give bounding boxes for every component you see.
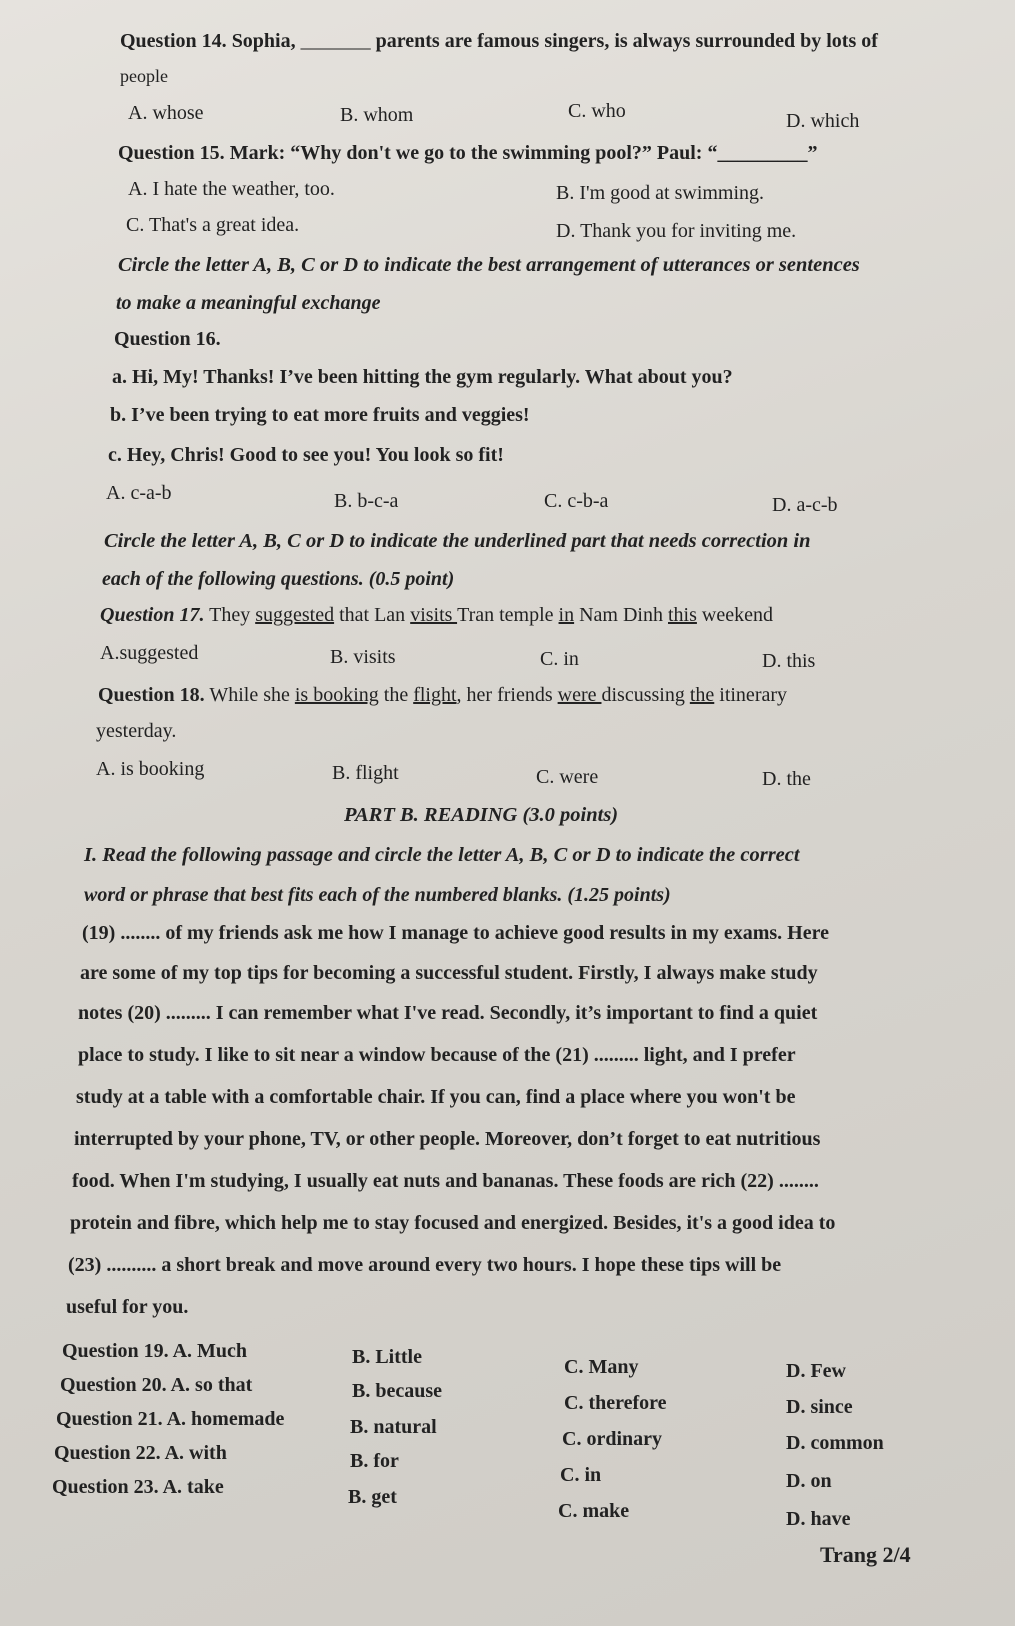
- question-14-line2: people: [120, 66, 168, 86]
- instruction-reading-line2: word or phrase that best fits each of the numbered blanks. (1.25 points): [84, 884, 671, 906]
- q22-option-a[interactable]: A. with: [164, 1442, 227, 1464]
- instruction-error-line2: each of the following questions. (0.5 point): [102, 568, 455, 590]
- question-14: Question 14. Sophia, _______ parents are famous singers, is always surrounded by lots of: [120, 30, 878, 52]
- passage-line: useful for you.: [66, 1296, 189, 1318]
- q17-option-a[interactable]: A.suggested: [100, 642, 199, 664]
- q22-option-d[interactable]: D. on: [786, 1470, 832, 1492]
- q18-option-b[interactable]: B. flight: [332, 762, 399, 784]
- question-14-label: Question 14.: [120, 30, 227, 52]
- q16-sentence-b: b. I’ve been trying to eat more fruits and veggies!: [110, 404, 530, 426]
- q18-option-a[interactable]: A. is booking: [96, 758, 205, 780]
- q19-option-a[interactable]: A. Much: [172, 1340, 248, 1362]
- q19-option-c[interactable]: C. Many: [564, 1356, 639, 1378]
- q16-option-a[interactable]: A. c-a-b: [106, 482, 172, 504]
- q18-option-c[interactable]: C. were: [536, 766, 599, 788]
- q14-option-a[interactable]: A. whose: [128, 102, 204, 124]
- passage-line: (23) .......... a short break and move around every two hours. I hope these tips will be: [68, 1254, 782, 1276]
- q15-option-b[interactable]: B. I'm good at swimming.: [556, 182, 765, 204]
- q20-option-b[interactable]: B. because: [352, 1380, 442, 1402]
- question-17: Question 17. They suggested that Lan visits Tran temple in Nam Dinh this weekend: [100, 604, 773, 626]
- q15-option-a[interactable]: A. I hate the weather, too.: [128, 178, 335, 200]
- q21-option-d[interactable]: D. common: [786, 1432, 884, 1454]
- q20-option-d[interactable]: D. since: [786, 1396, 853, 1418]
- q20-option-a[interactable]: A. so that: [170, 1374, 253, 1396]
- passage-line: place to study. I like to sit near a window because of the (21) ......... light, and I prefer: [78, 1044, 796, 1066]
- q21-option-a[interactable]: A. homemade: [166, 1408, 285, 1430]
- part-b-heading: PART B. READING (3.0 points): [344, 804, 619, 826]
- passage-line: protein and fibre, which help me to stay focused and energized. Besides, it's a good idea to: [70, 1212, 836, 1234]
- q16-sentence-a: a. Hi, My! Thanks! I’ve been hitting the gym regularly. What about you?: [112, 366, 733, 388]
- question-21-label: Question 21. A. homemade: [56, 1408, 285, 1430]
- page-number: Trang 2/4: [820, 1542, 911, 1567]
- passage-line: interrupted by your phone, TV, or other people. Moreover, don’t forget to eat nutritious: [74, 1128, 821, 1150]
- question-18: Question 18. While she is booking the flight, her friends were discussing the itinerary: [98, 684, 788, 706]
- passage-line: are some of my top tips for becoming a successful student. Firstly, I always make study: [80, 962, 818, 984]
- q16-option-b[interactable]: B. b-c-a: [334, 490, 399, 512]
- passage-line: notes (20) ......... I can remember what I've read. Secondly, it’s important to find a quiet: [78, 1002, 818, 1024]
- question-22-label: Question 22. A. with: [54, 1442, 227, 1464]
- instruction-arrangement-line2: to make a meaningful exchange: [116, 292, 381, 314]
- passage-line: (19) ........ of my friends ask me how I manage to achieve good results in my exams. Here: [82, 922, 829, 944]
- passage-line: study at a table with a comfortable chair. If you can, find a place where you won't be: [76, 1086, 796, 1108]
- question-18-line2: yesterday.: [96, 720, 177, 742]
- q20-option-c[interactable]: C. therefore: [564, 1392, 667, 1414]
- q23-option-c[interactable]: C. make: [558, 1500, 630, 1522]
- q14-option-d[interactable]: D. which: [786, 110, 860, 132]
- q21-option-c[interactable]: C. ordinary: [562, 1428, 662, 1450]
- q16-option-d[interactable]: D. a-c-b: [772, 494, 838, 516]
- q22-option-b[interactable]: B. for: [350, 1450, 399, 1472]
- q17-option-b[interactable]: B. visits: [330, 646, 396, 668]
- question-20-label: Question 20. A. so that: [60, 1374, 253, 1396]
- instruction-arrangement-line1: Circle the letter A, B, C or D to indicate the best arrangement of utterances or sentences: [118, 254, 860, 276]
- question-15: Question 15. Mark: “Why don't we go to the swimming pool?” Paul: “_________”: [118, 142, 818, 164]
- question-18-label: Question 18.: [98, 684, 205, 706]
- q16-sentence-c: c. Hey, Chris! Good to see you! You look so fit!: [108, 444, 504, 466]
- q17-option-c[interactable]: C. in: [540, 648, 579, 670]
- instruction-reading-line1: I. Read the following passage and circle the letter A, B, C or D to indicate the correct: [84, 844, 800, 866]
- q14-option-b[interactable]: B. whom: [340, 104, 414, 126]
- instruction-error-line1: Circle the letter A, B, C or D to indicate the underlined part that needs correction in: [104, 530, 811, 552]
- q15-option-d[interactable]: D. Thank you for inviting me.: [556, 220, 797, 242]
- q15-option-c[interactable]: C. That's a great idea.: [126, 214, 300, 236]
- q22-option-c[interactable]: C. in: [560, 1464, 602, 1486]
- q23-option-b[interactable]: B. get: [348, 1486, 397, 1508]
- q18-option-d[interactable]: D. the: [762, 768, 811, 790]
- q23-option-a[interactable]: A. take: [162, 1476, 224, 1498]
- q14-option-c[interactable]: C. who: [568, 100, 626, 122]
- q21-option-b[interactable]: B. natural: [350, 1416, 437, 1438]
- question-15-label: Question 15.: [118, 142, 225, 164]
- passage-line: food. When I'm studying, I usually eat nuts and bananas. These foods are rich (22) ........: [72, 1170, 819, 1192]
- q19-option-d[interactable]: D. Few: [786, 1360, 846, 1382]
- question-17-label: Question 17.: [100, 604, 205, 626]
- q19-option-b[interactable]: B. Little: [352, 1346, 422, 1368]
- q16-option-c[interactable]: C. c-b-a: [544, 490, 609, 512]
- question-16-label: Question 16.: [114, 328, 221, 350]
- question-23-label: Question 23. A. take: [52, 1476, 224, 1498]
- question-19-label: Question 19. A. Much: [62, 1340, 248, 1362]
- q17-option-d[interactable]: D. this: [762, 650, 816, 672]
- q23-option-d[interactable]: D. have: [786, 1508, 851, 1530]
